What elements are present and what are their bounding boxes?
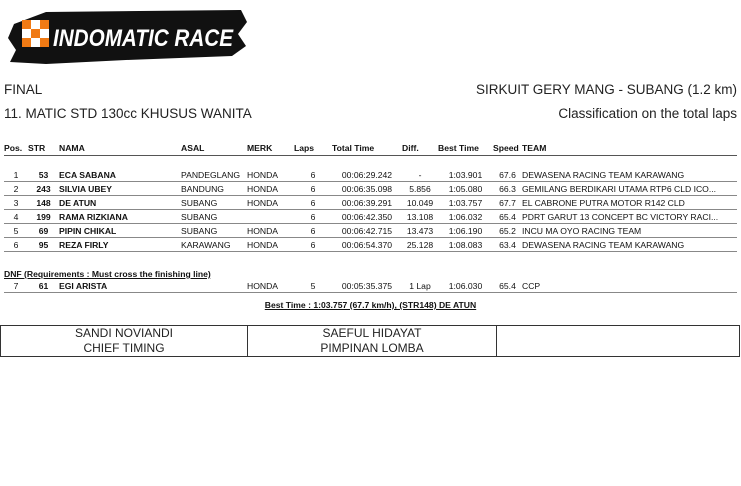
cell-team: INCU MA OYO RACING TEAM bbox=[522, 224, 737, 238]
cell-total-time: 00:06:29.242 bbox=[332, 168, 402, 182]
checkered-flag-icon bbox=[22, 20, 49, 47]
cell-laps: 5 bbox=[294, 279, 332, 293]
cell-laps: 6 bbox=[294, 210, 332, 224]
cell-team: PDRT GARUT 13 CONCEPT BC VICTORY RACI... bbox=[522, 210, 737, 224]
col-str: STR bbox=[28, 141, 59, 156]
cell-team: DEWASENA RACING TEAM KARAWANG bbox=[522, 238, 737, 252]
cell-nama: PIPIN CHIKAL bbox=[59, 224, 181, 238]
cell-team: GEMILANG BERDIKARI UTAMA RTP6 CLD ICO... bbox=[522, 182, 737, 196]
cell-laps: 6 bbox=[294, 182, 332, 196]
cell-total-time: 00:06:39.291 bbox=[332, 196, 402, 210]
cell-diff: 1 Lap bbox=[402, 279, 438, 293]
cell-speed: 67.6 bbox=[493, 168, 522, 182]
cell-laps: 6 bbox=[294, 168, 332, 182]
table-row bbox=[4, 210, 737, 224]
col-nama: NAMA bbox=[59, 141, 181, 156]
cell-str: 61 bbox=[28, 279, 59, 293]
cell-str: 69 bbox=[28, 224, 59, 238]
cell-diff: - bbox=[402, 168, 438, 182]
signature-role: CHIEF TIMING bbox=[83, 341, 165, 355]
cell-diff: 13.473 bbox=[402, 224, 438, 238]
cell-nama: DE ATUN bbox=[59, 196, 181, 210]
col-team: TEAM bbox=[522, 141, 737, 156]
cell-asal bbox=[181, 279, 247, 293]
cell-best-time: 1:06.032 bbox=[438, 210, 493, 224]
col-total-time: Total Time bbox=[332, 141, 402, 156]
classification-title: Classification on the total laps bbox=[558, 106, 737, 121]
cell-merk bbox=[247, 210, 294, 224]
cell-merk: HONDA bbox=[247, 182, 294, 196]
table-header-row bbox=[4, 141, 737, 156]
cell-merk: HONDA bbox=[247, 224, 294, 238]
signature-role: PIMPINAN LOMBA bbox=[320, 341, 424, 355]
cell-str: 148 bbox=[28, 196, 59, 210]
cell-merk: HONDA bbox=[247, 238, 294, 252]
cell-str: 53 bbox=[28, 168, 59, 182]
cell-str: 243 bbox=[28, 182, 59, 196]
cell-asal: SUBANG bbox=[181, 196, 247, 210]
cell-nama: ECA SABANA bbox=[59, 168, 181, 182]
cell-asal: KARAWANG bbox=[181, 238, 247, 252]
logo-text: INDOMATIC RACE bbox=[53, 25, 234, 52]
cell-str: 199 bbox=[28, 210, 59, 224]
cell-str: 95 bbox=[28, 238, 59, 252]
best-time-line: Best Time : 1:03.757 (67.7 km/h), (STR148) DE ATUN bbox=[264, 300, 477, 310]
cell-diff: 10.049 bbox=[402, 196, 438, 210]
col-laps: Laps bbox=[294, 141, 332, 156]
cell-laps: 6 bbox=[294, 238, 332, 252]
table-row bbox=[4, 168, 737, 182]
dnf-heading-row bbox=[4, 264, 737, 279]
results-table bbox=[4, 141, 737, 293]
cell-team: CCP bbox=[522, 279, 737, 293]
cell-asal: SUBANG bbox=[181, 210, 247, 224]
signature-box bbox=[0, 325, 740, 357]
cell-asal: BANDUNG bbox=[181, 182, 247, 196]
cell-speed: 66.3 bbox=[493, 182, 522, 196]
cell-pos: 6 bbox=[4, 238, 28, 252]
col-speed: Speed bbox=[493, 141, 522, 156]
col-best-time: Best Time bbox=[438, 141, 493, 156]
signature-chief-timing bbox=[1, 326, 248, 356]
table-row bbox=[4, 182, 737, 196]
cell-team: EL CABRONE PUTRA MOTOR R142 CLD bbox=[522, 196, 737, 210]
cell-speed: 65.4 bbox=[493, 210, 522, 224]
cell-pos: 3 bbox=[4, 196, 28, 210]
cell-laps: 6 bbox=[294, 224, 332, 238]
table-row bbox=[4, 238, 737, 252]
col-pos: Pos. bbox=[4, 141, 28, 156]
cell-nama: REZA FIRLY bbox=[59, 238, 181, 252]
cell-total-time: 00:06:42.350 bbox=[332, 210, 402, 224]
cell-diff: 13.108 bbox=[402, 210, 438, 224]
cell-diff: 5.856 bbox=[402, 182, 438, 196]
col-merk: MERK bbox=[247, 141, 294, 156]
cell-total-time: 00:06:35.098 bbox=[332, 182, 402, 196]
table-row bbox=[4, 279, 737, 293]
cell-merk: HONDA bbox=[247, 168, 294, 182]
stage-title: FINAL bbox=[4, 82, 43, 97]
cell-pos: 2 bbox=[4, 182, 28, 196]
cell-pos: 5 bbox=[4, 224, 28, 238]
table-row bbox=[4, 196, 737, 210]
cell-best-time: 1:05.080 bbox=[438, 182, 493, 196]
circuit-title: SIRKUIT GERY MANG - SUBANG (1.2 km) bbox=[475, 82, 737, 97]
cell-best-time: 1:03.901 bbox=[438, 168, 493, 182]
col-asal: ASAL bbox=[181, 141, 247, 156]
signature-race-director bbox=[248, 326, 497, 356]
spacer-row bbox=[4, 156, 737, 169]
logo-graphic bbox=[6, 6, 251, 68]
cell-team: DEWASENA RACING TEAM KARAWANG bbox=[522, 168, 737, 182]
class-title: 11. MATIC STD 130cc KHUSUS WANITA bbox=[4, 106, 252, 121]
cell-nama: RAMA RIZKIANA bbox=[59, 210, 181, 224]
col-diff: Diff. bbox=[402, 141, 438, 156]
cell-total-time: 00:06:54.370 bbox=[332, 238, 402, 252]
cell-best-time: 1:06.030 bbox=[438, 279, 493, 293]
cell-pos: 4 bbox=[4, 210, 28, 224]
cell-speed: 67.7 bbox=[493, 196, 522, 210]
cell-pos: 7 bbox=[4, 279, 28, 293]
signature-name: SANDI NOVIANDI bbox=[74, 326, 173, 340]
cell-best-time: 1:06.190 bbox=[438, 224, 493, 238]
cell-laps: 6 bbox=[294, 196, 332, 210]
cell-best-time: 1:08.083 bbox=[438, 238, 493, 252]
spacer-row bbox=[4, 252, 737, 265]
cell-pos: 1 bbox=[4, 168, 28, 182]
cell-merk: HONDA bbox=[247, 196, 294, 210]
cell-speed: 63.4 bbox=[493, 238, 522, 252]
cell-diff: 25.128 bbox=[402, 238, 438, 252]
cell-merk: HONDA bbox=[247, 279, 294, 293]
cell-speed: 65.4 bbox=[493, 279, 522, 293]
signature-name: SAEFUL HIDAYAT bbox=[322, 326, 422, 340]
signature-empty bbox=[497, 326, 739, 356]
table-row bbox=[4, 224, 737, 238]
dnf-heading: DNF (Requirements : Must cross the finishing line) bbox=[4, 269, 211, 279]
cell-total-time: 00:05:35.375 bbox=[332, 279, 402, 293]
indomatic-race-logo bbox=[6, 6, 251, 68]
cell-asal: SUBANG bbox=[181, 224, 247, 238]
cell-best-time: 1:03.757 bbox=[438, 196, 493, 210]
cell-total-time: 00:06:42.715 bbox=[332, 224, 402, 238]
cell-nama: EGI ARISTA bbox=[59, 279, 181, 293]
cell-nama: SILVIA UBEY bbox=[59, 182, 181, 196]
cell-speed: 65.2 bbox=[493, 224, 522, 238]
cell-asal: PANDEGLANG bbox=[181, 168, 247, 182]
